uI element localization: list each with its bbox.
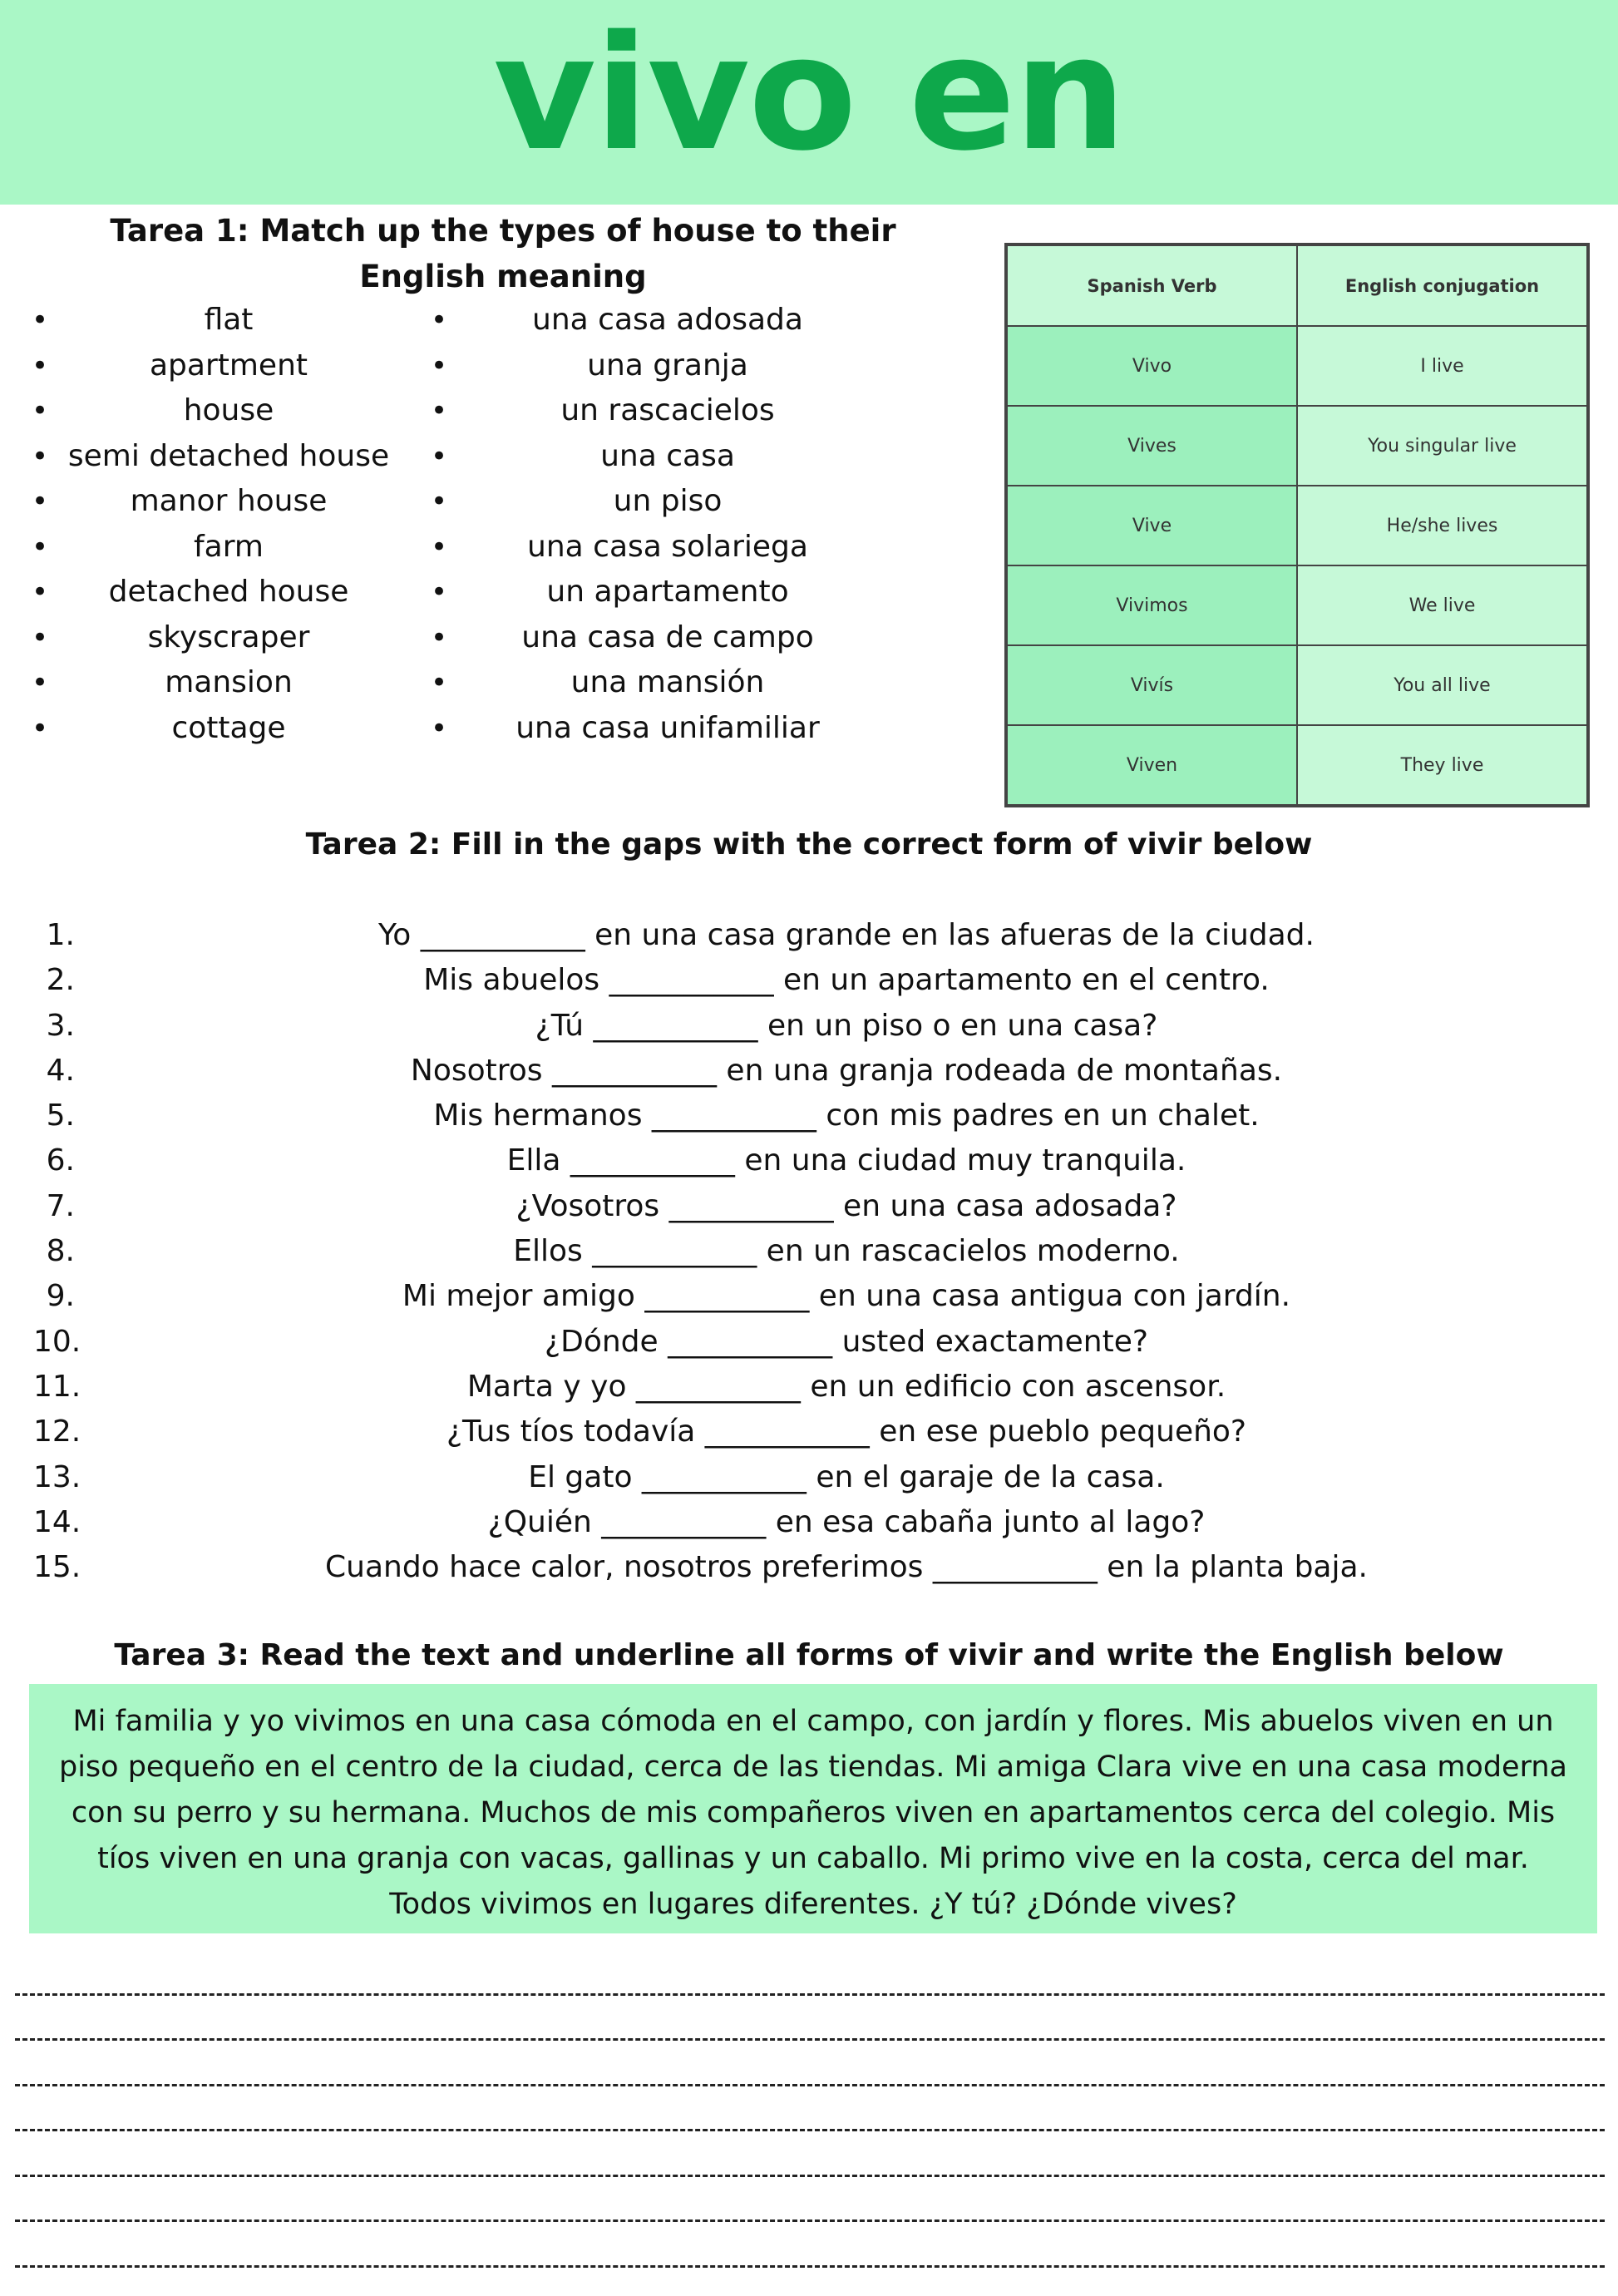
- spanish-cell: Vivo: [1007, 326, 1297, 406]
- list-item: • mansion: [32, 660, 397, 706]
- item-number: 7.: [46, 1188, 75, 1223]
- item-number: 5.: [46, 1099, 75, 1133]
- list-item: [0, 1500, 1618, 1545]
- gap-sentence: ¿Tú ___________ en un piso o en una casa?: [535, 1008, 1158, 1043]
- gap-sentence: Nosotros ___________ en una granja rodeada de montañas.: [410, 1053, 1283, 1088]
- gap-sentence: Cuando hace calor, nosotros preferimos ___________ en la planta baja.: [324, 1550, 1368, 1585]
- gap-sentence: ¿Quién ___________ en esa cabaña junto al lago?: [487, 1504, 1206, 1539]
- list-item: • cottage: [32, 706, 397, 752]
- item-number: 11.: [33, 1369, 81, 1404]
- list-item: [0, 958, 1618, 1003]
- item-number: 15.: [33, 1550, 81, 1585]
- list-item: [0, 1094, 1618, 1138]
- task1-title: Tarea 1: Match up the types of house to their English meaning: [110, 213, 896, 294]
- answer-line[interactable]: [15, 1950, 1605, 1996]
- item-number: 8.: [46, 1234, 75, 1269]
- list-item: [0, 1049, 1618, 1094]
- gap-sentence: Mis abuelos ___________ en un apartamento en el centro.: [423, 963, 1270, 998]
- table-header-row: [1007, 245, 1587, 326]
- gap-sentence: Yo ___________ en una casa grande en las afueras de la ciudad.: [378, 918, 1315, 952]
- gap-sentence: Ellos ___________ en un rascacielos moderno.: [513, 1234, 1180, 1269]
- list-item: [0, 913, 1618, 958]
- list-item: [0, 1455, 1618, 1500]
- list-item: • skyscraper: [32, 615, 397, 661]
- table-row: [1007, 725, 1587, 805]
- item-number: 6.: [46, 1143, 75, 1178]
- list-item: • una casa: [431, 434, 855, 480]
- gap-sentence: Ella ___________ en una ciudad muy tranquila.: [506, 1143, 1186, 1178]
- item-number: 2.: [46, 963, 75, 998]
- table-row: [1007, 565, 1587, 645]
- english-cell: You singular live: [1297, 406, 1587, 486]
- list-item: [0, 1320, 1618, 1365]
- list-item: [0, 1365, 1618, 1410]
- list-item: • una casa adosada: [431, 298, 855, 343]
- list-item: • apartment: [32, 343, 397, 389]
- item-number: 4.: [46, 1053, 75, 1088]
- english-house-list: [32, 298, 397, 751]
- answer-line[interactable]: [15, 1996, 1605, 2042]
- list-item: • manor house: [32, 479, 397, 525]
- item-number: 3.: [46, 1008, 75, 1043]
- header-spanish-verb: Spanish Verb: [1007, 245, 1297, 326]
- task3-title: Tarea 3: Read the text and underline all forms of vivir and write the English below: [114, 1638, 1504, 1672]
- task2-title: Tarea 2: Fill in the gaps with the correct form of vivir below: [305, 827, 1313, 862]
- table-row: [1007, 486, 1587, 565]
- answer-line[interactable]: [15, 2041, 1605, 2086]
- header-english-conjugation: English conjugation: [1297, 245, 1587, 326]
- list-item: • una granja: [431, 343, 855, 389]
- english-cell: They live: [1297, 725, 1587, 805]
- list-item: [0, 1184, 1618, 1229]
- list-item: • un apartamento: [431, 570, 855, 615]
- spanish-cell: Vivimos: [1007, 565, 1297, 645]
- list-item: [0, 1410, 1618, 1454]
- answer-line[interactable]: [15, 2222, 1605, 2268]
- item-number: 14.: [33, 1504, 81, 1539]
- list-item: [0, 1274, 1618, 1319]
- item-number: 1.: [46, 918, 75, 952]
- answer-line[interactable]: [15, 2086, 1605, 2132]
- table-row: [1007, 406, 1587, 486]
- gap-sentence: ¿Dónde ___________ usted exactamente?: [545, 1324, 1148, 1359]
- list-item: • una casa de campo: [431, 615, 855, 661]
- page-title: vivo en: [493, 2, 1125, 185]
- answer-lines: [15, 1950, 1605, 2268]
- gap-sentence: Mi mejor amigo ___________ en una casa antigua con jardín.: [402, 1279, 1291, 1314]
- spanish-cell: Vives: [1007, 406, 1297, 486]
- reading-passage: Mi familia y yo vivimos en una casa cómoda en el campo, con jardín y flores. Mis abuelos viven en un piso pequeño en el centro de la ciudad, cerca de las tiendas. Mi amiga Clara vive en una casa moderna con su perro y su hermana. Muchos de mis compañeros viven en apartamentos cerca del colegio. Mis tíos viven en una granja con vacas, gallinas y un caballo. Mi primo vive en la costa, cerca del mar. Todos vivimos en lugares diferentes. ¿Y tú? ¿Dónde vives?: [29, 1684, 1597, 1933]
- verb-conjugation-table: [1004, 243, 1590, 807]
- list-item: • house: [32, 388, 397, 434]
- gap-sentence: ¿Vosotros ___________ en una casa adosada?: [515, 1188, 1177, 1223]
- gap-sentence: Mis hermanos ___________ con mis padres en un chalet.: [433, 1099, 1260, 1133]
- list-item: [0, 1229, 1618, 1274]
- answer-line[interactable]: [15, 2177, 1605, 2223]
- english-cell: We live: [1297, 565, 1587, 645]
- list-item: • flat: [32, 298, 397, 343]
- gap-sentence: Marta y yo ___________ en un edificio con ascensor.: [466, 1369, 1226, 1404]
- spanish-house-list: [431, 298, 855, 751]
- item-number: 12.: [33, 1415, 81, 1449]
- list-item: [0, 1004, 1618, 1049]
- table-row: [1007, 326, 1587, 406]
- list-item: • una mansión: [431, 660, 855, 706]
- list-item: • farm: [32, 525, 397, 570]
- list-item: • un rascacielos: [431, 388, 855, 434]
- spanish-cell: Vive: [1007, 486, 1297, 565]
- list-item: • semi detached house: [32, 434, 397, 480]
- gap-fill-list: [0, 913, 1618, 1590]
- list-item: • una casa solariega: [431, 525, 855, 570]
- english-cell: You all live: [1297, 645, 1587, 725]
- item-number: 9.: [46, 1279, 75, 1314]
- answer-line[interactable]: [15, 2131, 1605, 2177]
- english-cell: He/she lives: [1297, 486, 1587, 565]
- list-item: • detached house: [32, 570, 397, 615]
- list-item: • un piso: [431, 479, 855, 525]
- english-cell: I live: [1297, 326, 1587, 406]
- gap-sentence: ¿Tus tíos todavía ___________ en ese pueblo pequeño?: [446, 1415, 1247, 1449]
- gap-sentence: El gato ___________ en el garaje de la casa.: [528, 1459, 1165, 1494]
- spanish-cell: Vivís: [1007, 645, 1297, 725]
- item-number: 10.: [33, 1324, 81, 1359]
- list-item: • una casa unifamiliar: [431, 706, 855, 752]
- item-number: 13.: [33, 1459, 81, 1494]
- list-item: [0, 1138, 1618, 1183]
- spanish-cell: Viven: [1007, 725, 1297, 805]
- list-item: [0, 1545, 1618, 1590]
- table-row: [1007, 645, 1587, 725]
